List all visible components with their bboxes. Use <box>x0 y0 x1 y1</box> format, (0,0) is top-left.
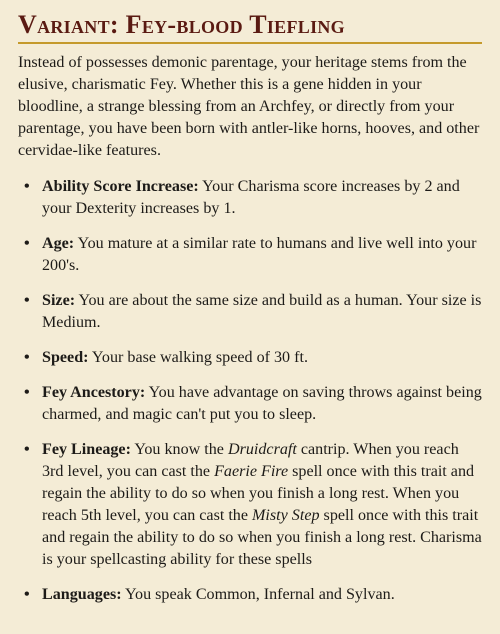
trait-text: You mature at a similar rate to humans and live well into your 200's. <box>42 235 477 274</box>
trait-languages <box>18 584 482 606</box>
bullet-icon: • <box>24 349 30 366</box>
bullet-icon: • <box>24 441 30 458</box>
trait-text: spell once with this trait and regain the ability to do so when you finish a long rest. Charisma is your spellcasting ability for these spells <box>42 507 482 568</box>
trait-name: Fey Lineage: <box>42 441 131 458</box>
trait-size <box>18 290 482 334</box>
bullet-icon: • <box>24 384 30 401</box>
trait-name: Size: <box>42 292 76 309</box>
trait-text: You have advantage on saving throws against being charmed, and magic can't put you to sleep. <box>42 384 482 423</box>
trait-text: You know the <box>130 441 228 458</box>
trait-speed <box>18 347 482 369</box>
bullet-icon: • <box>24 178 30 195</box>
trait-text: You speak Common, Infernal and Sylvan. <box>121 586 395 603</box>
trait-name: Fey Ancestory: <box>42 384 146 401</box>
trait-fey-lineage <box>18 439 482 571</box>
trait-name: Ability Score Increase: <box>42 178 199 195</box>
trait-fey-ancestory <box>18 382 482 426</box>
trait-text: You are about the same size and build as a human. Your size is Medium. <box>42 292 482 331</box>
section-title: Variant: Fey-blood Tiefling <box>18 10 345 39</box>
spell-name-faerie-fire: Faerie Fire <box>214 463 289 480</box>
trait-name: Speed: <box>42 349 89 366</box>
trait-text: Your base walking speed of 30 ft. <box>88 349 308 366</box>
bullet-icon: • <box>24 235 30 252</box>
spell-name-misty-step: Misty Step <box>252 507 320 524</box>
trait-text: Your Charisma score increases by 2 and your Dexterity increases by 1. <box>42 178 460 217</box>
trait-ability-score-increase <box>18 176 482 220</box>
trait-text: spell once with this trait and regain the ability to do so when you finish a long rest. When you reach 5th level, you can cast the <box>42 463 475 524</box>
trait-name: Languages: <box>42 586 122 603</box>
bullet-icon: • <box>24 586 30 603</box>
trait-text: cantrip. When you reach 3rd level, you can cast the <box>42 441 459 480</box>
bullet-icon: • <box>24 292 30 309</box>
trait-list <box>18 176 482 606</box>
intro-paragraph: Instead of possesses demonic parentage, your heritage stems from the elusive, charismatic Fey. Whether this is a gene hidden in your bloodline, a strange blessing from an Archfey, or directly from your parentage, you have been born with antler-like horns, hooves, and other cervidae-like features. <box>18 54 480 159</box>
spell-name-druidcraft: Druidcraft <box>227 441 297 458</box>
trait-age <box>18 233 482 277</box>
trait-name: Age: <box>42 235 75 252</box>
title-rule <box>18 42 482 44</box>
